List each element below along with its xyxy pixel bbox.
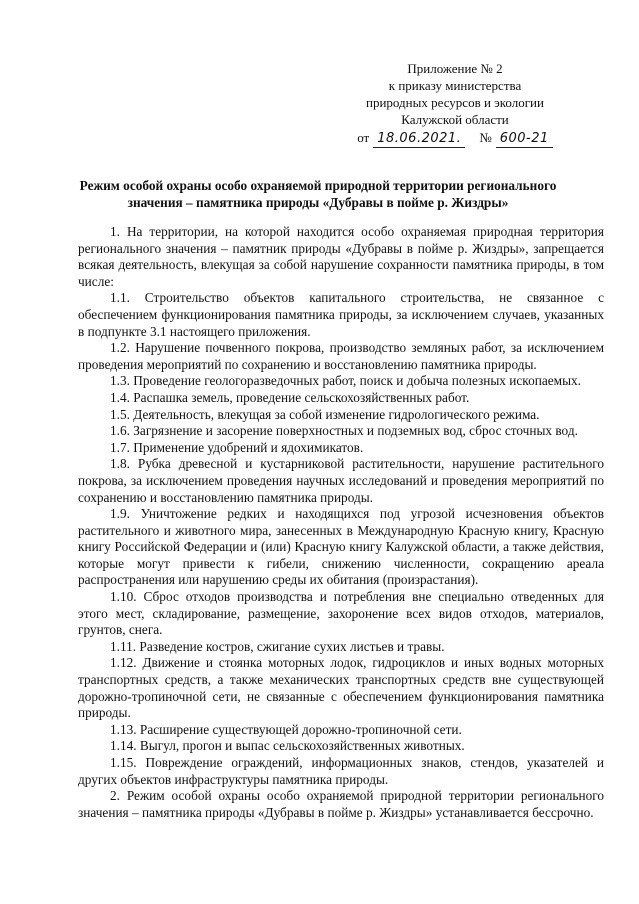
paragraph: 1.13. Расширение существующей дорожно-тропиночной сети. [110,721,462,737]
annex-header [330,60,580,148]
annex-ministry: природных ресурсов и экологии [366,95,544,110]
number-label: № [479,130,492,145]
handwritten-date: 18.06.2021. [373,131,465,148]
paragraph: 1.2. Нарушение почвенного покрова, производство земляных работ, за исключением проведения мероприятий по сохранению и восстановлению памятника природы. [78,340,604,372]
from-label: от [357,130,370,145]
paragraph: 1.15. Повреждение ограждений, информационных знаков, стендов, указателей и других объектов инфраструктуры памятника природы. [78,755,604,787]
paragraph: 2. Режим особой охраны особо охраняемой природной территории регионального значения – памятника природы «Дубравы в пойме р. Жиздры» устанавливается бессрочно. [78,788,604,820]
paragraph: 1.11. Разведение костров, сжигание сухих листьев и травы. [110,638,445,654]
order-date-number [330,129,580,148]
paragraph: 1.9. Уничтожение редких и находящихся под угрозой исчезновения объектов растительного и животного мира, занесенных в Международную Красную книгу, Красную книгу Российской Федерации и (или) Красную книгу Калужской области, а также действия, которые могут привести к гибели, снижению численности, сокращению ареала распространения или нарушению среды их обитания (произрастания). [78,506,604,588]
document-body [78,224,604,821]
annex-title: Приложение № 2 [407,61,503,76]
annex-region: Калужской области [401,112,509,127]
paragraph: 1.3. Проведение геологоразведочных работ, поиск и добыча полезных ископаемых. [110,373,581,389]
paragraph: 1.4. Распашка земель, проведение сельскохозяйственных работ. [110,389,470,405]
paragraph: 1.14. Выгул, прогон и выпас сельскохозяйственных животных. [110,738,465,754]
handwritten-order-number: 600-21 [496,131,553,148]
paragraph: 1.6. Загрязнение и засорение поверхностных и подземных вод, сброс сточных вод. [110,423,578,439]
annex-order-reference: к приказу министерства [388,78,522,93]
paragraph: 1. На территории, на которой находится особо охраняемая природная территория регионального значения – памятник природы «Дубравы в пойме р. Жиздры», запрещается всякая деятельность, влекущая за собой нарушение сохранности памятника природы, в том числе: [78,224,604,289]
paragraph: 1.12. Движение и стоянка моторных лодок, гидроциклов и иных водных моторных транспортных средств, а также механических транспортных средств вне существующей дорожно-тропиночной сети, не связанные с обеспечением функционирования памятника природы. [78,655,604,721]
paragraph: 1.8. Рубка древесной и кустарниковой растительности, нарушение растительного покрова, за исключением проведения научных исследований и проведения мероприятий по сохранению и восстановлению памятника природы. [78,456,604,505]
paragraph: 1.10. Сброс отходов производства и потребления вне специально отведенных для этого мест, складирование, размещение, захоронение всех видов отходов, материалов, грунтов, снега. [78,589,604,638]
paragraph: 1.7. Применение удобрений и ядохимикатов. [110,439,364,455]
paragraph: 1.1. Строительство объектов капитального строительства, не связанное с обеспечением функционирования памятника природы, за исключением случаев, указанных в подпункте 3.1 настоящего приложения. [78,290,604,339]
paragraph: 1.5. Деятельность, влекущая за собой изменение гидрологического режима. [110,406,540,422]
document-title: Режим особой охраны особо охраняемой природной территории регионального значения – памятника природы «Дубравы в пойме р. Жиздры» [79,178,557,210]
